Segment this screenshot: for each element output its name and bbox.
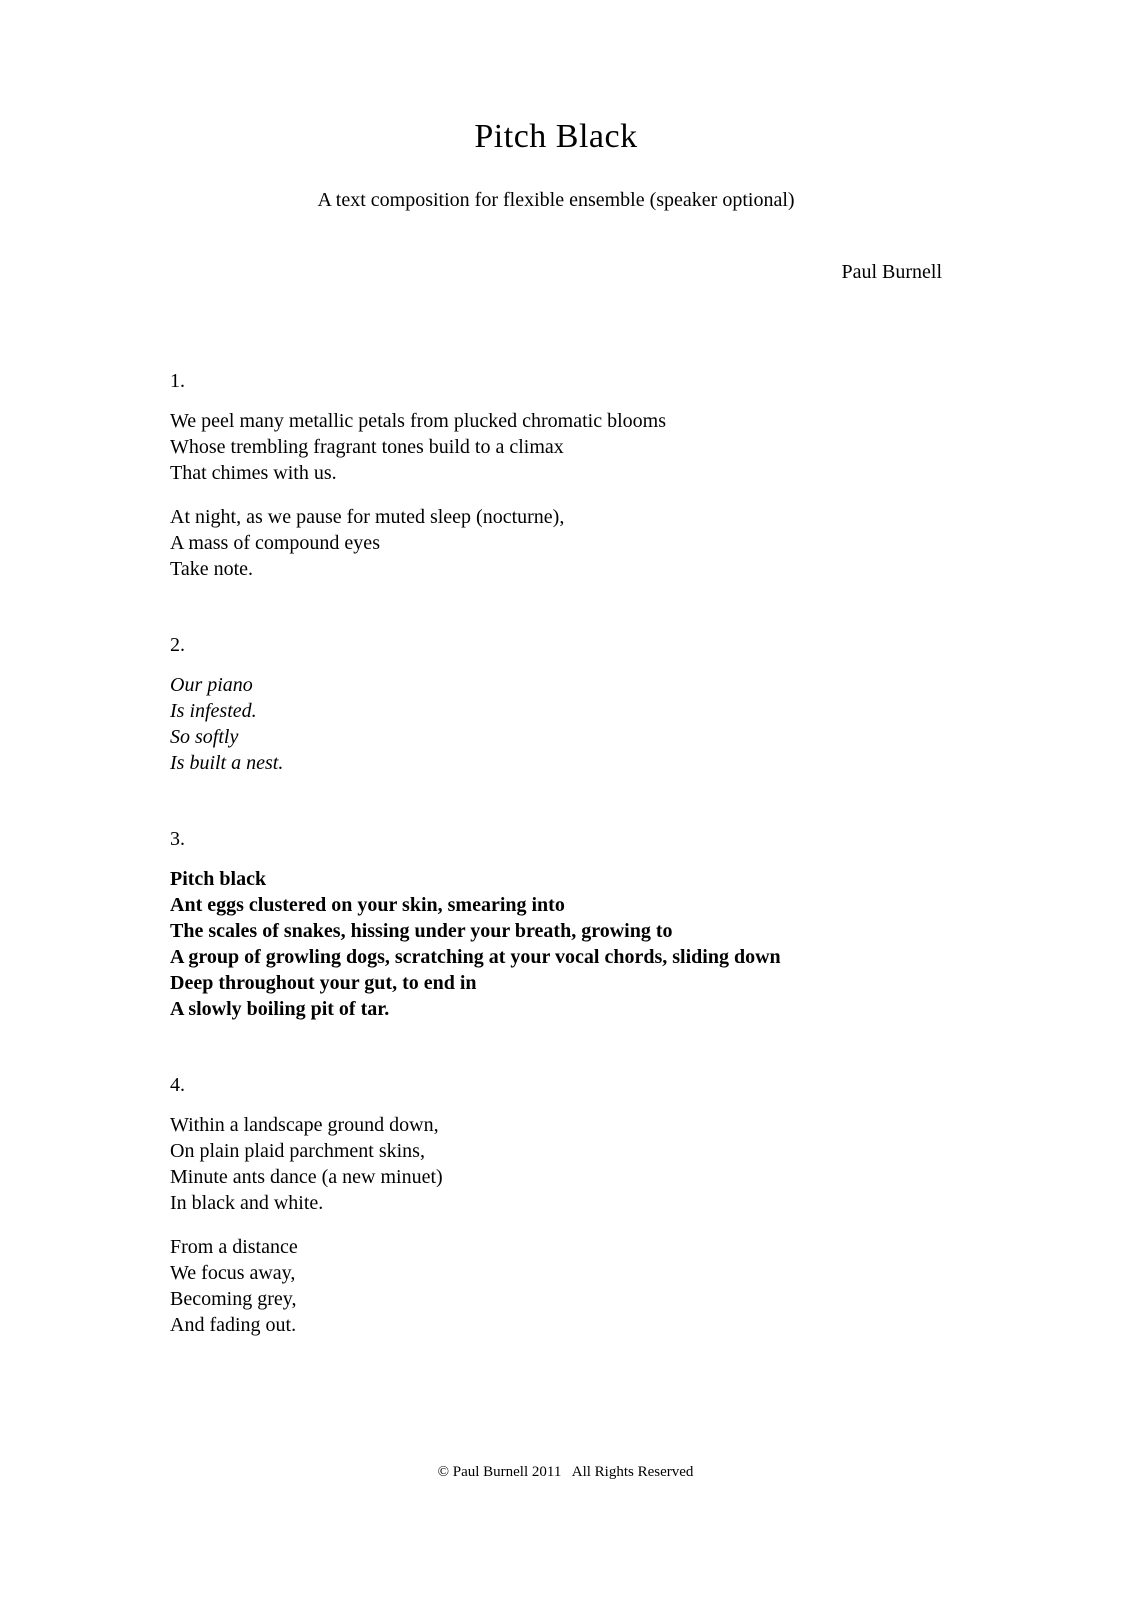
poem-line: Ant eggs clustered on your skin, smearing into — [170, 894, 565, 916]
poem-line: That chimes with us. — [170, 462, 337, 484]
poem-line: Minute ants dance (a new minuet) — [170, 1166, 443, 1188]
poem-line: At night, as we pause for muted sleep (nocturne), — [170, 506, 565, 528]
poem-line: Deep throughout your gut, to end in — [170, 972, 477, 994]
page-title: Pitch Black — [474, 118, 638, 155]
section-number: 4. — [170, 1074, 185, 1096]
stanza — [170, 1234, 942, 1338]
poem-line: On plain plaid parchment skins, — [170, 1140, 425, 1162]
poem-line: Within a landscape ground down, — [170, 1114, 439, 1136]
poem-line: We focus away, — [170, 1262, 296, 1284]
poem-line: The scales of snakes, hissing under your breath, growing to — [170, 920, 673, 942]
document-subtitle: A text composition for flexible ensemble (speaker optional) — [317, 189, 795, 211]
poem-line: A mass of compound eyes — [170, 532, 380, 554]
section-number: 2. — [170, 634, 185, 656]
stanza — [170, 1112, 942, 1216]
poem-body — [170, 368, 942, 1338]
poem-line: So softly — [170, 726, 239, 748]
poem-line: A group of growling dogs, scratching at your vocal chords, sliding down — [170, 946, 781, 968]
poem-line: Pitch black — [170, 868, 267, 890]
poem-line: Take note. — [170, 558, 254, 580]
poem-section-3 — [170, 826, 942, 1022]
poem-line: In black and white. — [170, 1192, 324, 1214]
poem-line: Is built a nest. — [170, 752, 284, 774]
poem-line: A slowly boiling pit of tar. — [170, 998, 390, 1020]
stanza — [170, 672, 942, 776]
poem-line: Our piano — [170, 674, 253, 696]
section-number: 3. — [170, 828, 185, 850]
poem-section-1 — [170, 368, 942, 582]
poem-line: Whose trembling fragrant tones build to a climax — [170, 436, 564, 458]
author-credit: Paul Burnell — [841, 261, 942, 283]
stanza — [170, 866, 942, 1022]
poem-section-2 — [170, 632, 942, 776]
poem-section-4 — [170, 1072, 942, 1338]
poem-line: And fading out. — [170, 1314, 297, 1336]
section-number: 1. — [170, 370, 185, 392]
poem-line: From a distance — [170, 1236, 298, 1258]
copyright-footer: © Paul Burnell 2011 All Rights Reserved — [437, 1464, 694, 1480]
poem-line: We peel many metallic petals from plucked chromatic blooms — [170, 410, 667, 432]
document-header — [170, 0, 942, 285]
stanza — [170, 408, 942, 486]
poem-line: Is infested. — [170, 700, 257, 722]
poem-line: Becoming grey, — [170, 1288, 297, 1310]
stanza — [170, 504, 942, 582]
